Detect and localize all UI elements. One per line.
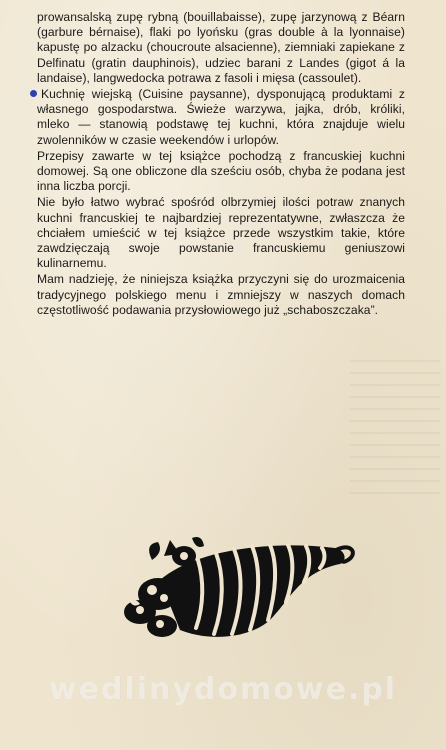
- paragraph-country-cuisine-text: Kuchnię wiejską (Cuisine paysanne), dysponującą produktami z własnego gospodarstwa. Świeże warzywa, jajka, drób, króliki, mleko — stanowią podstawę tej kuchni, która znajduje wielu zwolenników w czasie weekendów i urlopów.: [37, 87, 405, 147]
- paragraph-selection: Nie było łatwo wybrać spośród olbrzymiej ilości potraw znanych kuchni francuskiej te najbardziej reprezentatywne, zwłaszcza że chciałem umieścić w tej książce przede wszystkim takie, które zawdzięczają swoje powstanie francuskiemu geniuszowi kulinarnemu.: [37, 195, 405, 271]
- show-through-texture: [350, 360, 440, 500]
- bullet-dot-icon: [30, 90, 37, 97]
- watermark-text: wedlinydomowe.pl: [48, 672, 398, 707]
- page-text: [37, 10, 405, 319]
- paragraph-recipes-note: Przepisy zawarte w tej książce pochodzą z francuskiej kuchni domowej. Są one obliczone dla sześciu osób, chyba że podana jest inna liczba porcji.: [37, 148, 405, 194]
- paragraph-country-cuisine: [37, 87, 405, 148]
- paragraph-regional-dishes: prowansalską zupę rybną (bouillabaisse), zupę jarzynową z Béarn (garbure bérnaise), flaki po lyońsku (gras double à la lyonnaise) kapustę po alzacku (choucroute alsacienne), ziemniaki zapiekane z Delfinatu (gratin dauphinois), udziec barani z Landes (gigot á la landaise), langwedocka potrawa z fasoli i mięsa (cassoulet).: [37, 10, 405, 85]
- paragraph-hope: Mam nadzieję, że niniejsza książka przyczyni się do urozmaicenia tradycyjnego polskiego menu i zmniejszy w naszych domach częstotliwość podawania przysłowiowego już „schaboszczaka”.: [37, 272, 405, 317]
- cornucopia-icon: [100, 520, 360, 650]
